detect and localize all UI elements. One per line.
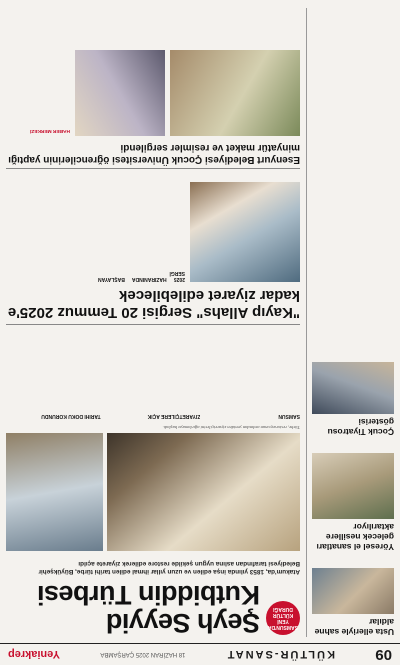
photo-caption: Türbe, restorasyonun ardından yeniden ziyaretçilerini ağırlamaya başladı. [162,425,300,430]
column-lead: TARİHİ DOKU KORUNDU [41,413,101,419]
main-story-area [6,8,300,637]
tomb-photo [107,433,300,551]
column-lead: 2025 HAZİRANINDA BAŞLAYAN SERGİ [98,270,185,282]
page-header [0,643,400,665]
column-lead: ZİYARETÇİLERE AÇIK [147,413,201,419]
children-university-story [6,8,300,165]
byline: HABER MERKEZİ [30,128,70,133]
exhibition-body [6,182,300,282]
children-university-body [6,0,300,136]
text-column [6,182,93,282]
left-photo-3 [312,362,394,414]
left-news-column [306,8,394,637]
exhibition-photo-left [170,50,300,136]
exhibition-photo [190,182,300,282]
newspaper-logo: Yeniakrep [8,648,61,661]
left-body-1 [312,558,394,564]
main-subhead: Atakum'da, 1853 yılında inşa edilen ve uzun yıllar ihmal edilen tarihi türbe, Büyükşehir Belediyesi tarafından aslına uygun şekilde restore edilerek ziyarete açıldı [38,560,300,575]
exhibition-photo-right [75,50,165,136]
tomb-interior-photo [6,433,103,551]
exhibition-headline: "Kayıp Allahs" Sergisi 20 Temmuz 2025'e kadar ziyaret edilebilecek [7,287,300,321]
left-headline-1: Usta elleriyle sahne aldılar [314,617,394,637]
exhibition-story [6,171,300,321]
exhibition-text [6,182,185,282]
column-lead: SAMSUN [278,413,300,419]
divider [6,324,300,325]
left-headline-3: Çocuk Tiyatrosu gösterisi [327,417,394,437]
main-text-columns [6,327,300,419]
issue-date: 18 HAZİRAN 2025 ÇARŞAMBA [100,651,186,658]
main-headline: Şeyh Seyyid Kutbiddin Türbesi [37,580,260,638]
text-column [6,327,101,419]
page-number: 09 [375,646,392,663]
children-university-headline: Esenyurt Belediyesi Çocuk Üniversitesi öğrencilerinin yaptığı minyatür maket ve resimler sergilendi [8,142,300,165]
left-photo-2 [312,453,394,519]
left-headline-2: Yöresel el sanatları gelecek nesillere aktarılıyor [316,522,394,552]
text-column [205,327,300,419]
children-university-text [6,0,70,136]
left-photo-1 [312,568,394,614]
divider [6,168,300,169]
left-body-2 [312,443,394,449]
text-column [106,327,201,419]
text-column [98,182,185,282]
story-badge: SAMSUN'DA YENİ KÜLTÜR DURAĞI [266,601,300,635]
main-photo-row [6,433,300,551]
section-title: KÜLTÜR-SANAT [225,648,335,661]
